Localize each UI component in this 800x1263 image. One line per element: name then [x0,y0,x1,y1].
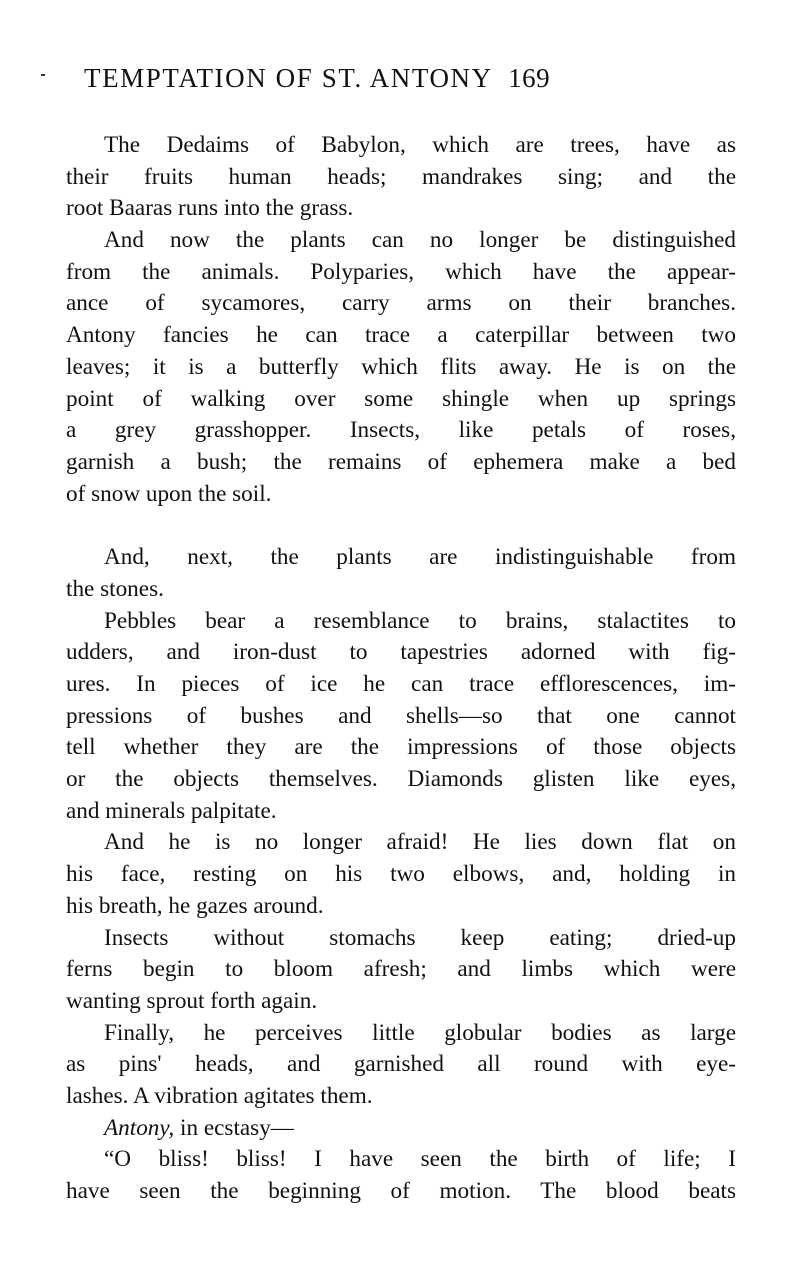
text-line: his face, resting on his two elbows, and, holding in [66,861,736,888]
text-line: And he is no longer afraid! He lies down flat on [104,829,736,856]
text-line: wanting sprout forth again. [66,987,318,1014]
text-line: the stones. [66,575,164,602]
text-line: And, next, the plants are indistinguishable from [104,544,736,571]
running-header-title: TEMPTATION OF ST. ANTONY [84,63,492,93]
text-line: Antony fancies he can trace a caterpillar between two [66,322,736,349]
text-line: or the objects themselves. Diamonds glisten like eyes, [66,766,736,793]
text-line [66,1113,736,1145]
text-line: Insects without stomachs keep eating; dried-up [104,924,736,951]
text-line: udders, and iron-dust to tapestries adorned with fig- [66,639,736,666]
speaker-cue [66,1113,736,1145]
text-line: root Baaras runs into the grass. [66,195,354,222]
text-line: “O bliss! bliss! I have seen the birth of life; I [104,1146,736,1173]
text-line: The Dedaims of Babylon, which are trees, have as [104,132,736,158]
text-line: leaves; it is a butterfly which flits away. He is on the [66,353,736,380]
paragraph [66,827,736,922]
paragraph [66,225,736,510]
text-line: Pebbles bear a resemblance to brains, stalactites to [104,607,736,634]
text-line: his breath, he gazes around. [66,892,324,919]
paragraph [66,542,736,605]
page-number: 169 [508,63,551,93]
text-line: tell whether they are the impressions of those objects [66,734,736,761]
text-line: pressions of bushes and shells—so that one cannot [66,702,736,729]
text-line: Finally, he perceives little globular bodies as large [104,1019,736,1046]
text-line: as pins' heads, and garnished all round with eye- [66,1051,736,1078]
text-line: garnish a bush; the remains of ephemera make a bed [66,448,736,475]
text-line: of snow upon the soil. [66,480,272,507]
paragraph [66,923,736,1018]
text-line: from the animals. Polyparies, which have the appear- [66,258,736,285]
section-break [66,510,736,542]
text-line: ance of sycamores, carry arms on their branches. [66,290,736,317]
text-line: ures. In pieces of ice he can trace efflorescences, im- [66,671,736,697]
scan-speck [41,74,45,76]
paragraph [66,1144,736,1207]
text-line: ferns begin to bloom afresh; and limbs which were [66,956,736,983]
text-line: a grey grasshopper. Insects, like petals of roses, [66,417,736,444]
text-line: And now the plants can no longer be distinguished [104,227,736,254]
stage-direction: in ecstasy— [174,1114,294,1141]
text-line: lashes. A vibration agitates them. [66,1082,373,1109]
page-body [66,130,736,1208]
paragraph [66,606,736,828]
text-line: their fruits human heads; mandrakes sing; and the [66,163,736,190]
text-line: and minerals palpitate. [66,797,277,824]
speaker-name: Antony, [104,1114,175,1141]
text-line: point of walking over some shingle when up springs [66,385,736,412]
paragraph [66,130,736,225]
paragraph [66,1018,736,1113]
running-header [84,58,736,98]
text-line: have seen the beginning of motion. The blood beats [66,1178,736,1204]
